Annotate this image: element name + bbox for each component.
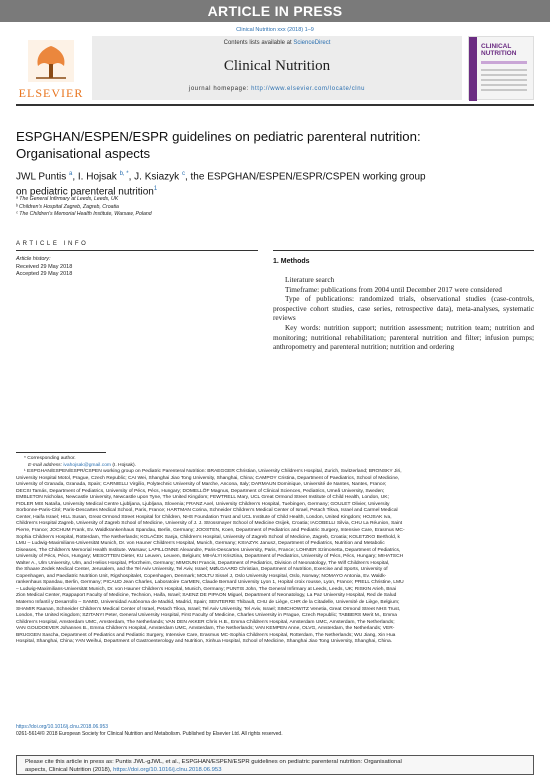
homepage-prefix: journal homepage:	[188, 86, 252, 92]
citation-line-1: Please cite this article in press as: Puntis JWL-gJWL, et al., ESPGHAN/ESPEN/ESPR guidelines on pediatric parenteral nutrition: Organisational	[25, 759, 402, 765]
citation-box	[16, 755, 534, 775]
author-working-group-cont: on pediatric parenteral nutrition	[16, 186, 154, 198]
author-working-group: , the ESPGHAN/ESPEN/ESPR/CSPEN working group	[184, 171, 426, 183]
methods-paragraph-4: Key words: nutrition support; nutrition assessment; nutrition team; nutrition and monitoring; nutritional rehabilitation; parenteral nutrition and filter; infusion pumps; anthropometry and parenteral nutrition; nutrition and ordering	[273, 322, 534, 352]
email-suffix: (I. Hojsak).	[110, 462, 136, 468]
masthead-center	[92, 36, 462, 100]
methods-paragraph-3: Type of publications: randomized trials, observational studies (case-controls, prospective cohort studies, case series, retrospective data), meta-analyses, systematic reviews	[273, 294, 534, 323]
elsevier-logo[interactable]	[16, 36, 86, 100]
working-group-member-line: Children's Hospital Zagreb, University of Zagreb School of Medicine, University of J. J. Strossmayer School of Medicine Osijek, Croatia; IACOBELLI Silvia, CHU La Réunion, Saint	[16, 521, 403, 527]
copyright-line: 0261-5614/© 2018 European Society for Clinical Nutrition and Metabolism. Published by Elsevier Ltd. All rights reserved.	[16, 730, 283, 737]
email-prefix: E-mail address:	[28, 462, 64, 468]
article-title-line-1: ESPGHAN/ESPEN/ESPR guidelines on pediatric parenteral nutrition:	[16, 129, 421, 144]
footnote-rule	[16, 452, 106, 453]
methods-rule	[273, 250, 534, 251]
working-group-member-line: FIDLER MIS Nataša, University Medical Centre Ljubljana, Ljubljana, Slovenia; FRANZ Axel, University Children's Hospital, Tuebingen, Germany; GOULET Olivier, University	[16, 501, 390, 507]
homepage-link[interactable]: http://www.elsevier.com/locate/clnu	[251, 86, 366, 92]
article-info-rule	[16, 250, 258, 251]
article-title	[16, 128, 526, 162]
methods-paragraph-1: Literature search	[285, 275, 335, 284]
working-group-member-line: Sophia Children's Hospital, Rotterdam, The Netherlands; KOLAČEK Sanja, Children's Hospital, University of Zagreb School of Medicine, Zagreb, Croatia; KOLETZKO Berthold, k	[16, 534, 400, 540]
citation-line-2-prefix: aspects, Clinical Nutrition (2018),	[25, 767, 114, 773]
publisher-logo-text: ELSEVIER	[18, 86, 84, 100]
affiliation-ref-a[interactable]: a	[68, 171, 73, 177]
journal-homepage	[92, 86, 462, 92]
cover-title-line-2: NUTRITION	[481, 50, 517, 57]
journal-cover-thumbnail[interactable]	[468, 36, 534, 100]
working-group-member-line: University Hospital Motol, Prague, Czech Republic; CAI Wei, Shanghai Jiao Tong University, Shanghai, China; CAMPOY Cristina, Department of Paediatrics, School of Medicine,	[16, 475, 400, 481]
contents-available	[92, 40, 462, 46]
working-group-member-line: Zion Medical Center, Rappaport Faculty of Medicine, Technion, Haifa, Israel; SAENZ DE PIPAON Miguel, Department of Neonatology, La Paz University Hospital, Red de Salud	[16, 593, 397, 599]
article-in-press-banner: ARTICLE IN PRESS	[0, 0, 550, 22]
working-group-member-line: Children's Hospital, Amsterdam UMC, Amsterdam, The Netherlands; VAN DEN AKKER Chris H.B., Emma Children's Hospital, Amsterdam UMC, Amsterdam, The Netherlands;	[16, 619, 395, 625]
corresponding-author-note: * Corresponding author.	[24, 456, 76, 461]
masthead-rule	[16, 104, 534, 106]
working-group-member-line: Center, Haifa Israel; HILL Susan, Great Ormond Street Hospital for Children, NHS Foundation Trust and UCL Institute of Child Health, London, United Kingdom; HOJSAK Iva,	[16, 514, 392, 520]
article-history	[16, 256, 72, 279]
working-group-member-line: Materno Infantil y Desarrollo – SAMID, Universidad Autónoma de Madrid, Madrid, Spain; SENTERRE Thibault, CHU de Liège, CHR de la Citadelle, Université de Liège, Belgium;	[16, 600, 400, 606]
working-group-member-line: VAN GOUDOEVER Johannes B., Emma Children's Hospital, Amsterdam UMC, Amsterdam, The Netherlands; VAN KEMPEN Anne, OLVG, Amsterdam, the Netherlands; VER-	[16, 626, 395, 632]
sciencedirect-link[interactable]: ScienceDirect	[293, 40, 331, 46]
cover-title	[481, 43, 516, 57]
working-group-member-line: SHAMIR Raanan, Schneider Children's Medical Center of Israel, Petach Tikva, Israel; Tel Aviv University, Tel Aviv, Israel; SIMCHOWITZ Venetia, Great Ormond Street NHS Trust,	[16, 606, 401, 612]
article-history-label: Article history:	[16, 256, 51, 262]
affiliation-ref-c[interactable]: c	[181, 171, 185, 177]
cover-text-lines	[481, 69, 527, 94]
journal-masthead	[16, 36, 534, 100]
author-ksiazyk: , J. Ksiazyk	[128, 171, 182, 183]
working-group-member-line: Walter A., Ulm University, Ulm, and Helios Hospital, Pforzheim, Germany; MIMOUNI Francis, Department of Pediatrics, Division of Neonatology, The Wilf Children's Hospital,	[16, 560, 390, 566]
working-group-member-line: Hospital, Shanghai, China; YAN Weihui, Department of Gastroenterology and Nutrition, Xinhua Hospital, School of Medicine, Shanghai Jiao Tong University, Shanghai, China.	[16, 639, 393, 645]
doi-link[interactable]: https://doi.org/10.1016/j.clnu.2018.06.953	[16, 724, 109, 730]
journal-reference[interactable]: Clinical Nutrition xxx (2018) 1–9	[236, 27, 314, 33]
footnote-ref-1[interactable]: 1	[153, 186, 158, 193]
affiliation-b: ᵇ Children's Hospital Zagreb, Zagreb, Croatia	[16, 203, 119, 210]
working-group-member-line: Pierre, France; JOCHUM Frank, Ev. Waldkrankenhaus Spandau, Berlin, Germany; JOOSTEN, Koen, Department of Pediatrics and Pediatric Surgery, Intensive Care, Erasmus MC-	[16, 528, 405, 534]
working-group-member-line: BRUGGEN Sascha, Department of Pediatrics and Pediatric Surgery, Intensive Care, Erasmus MC-Sophia Children's Hospital, Rotterdam, The Netherlands; WU Jiang, Xin Hua	[16, 632, 396, 638]
affiliation-a: ᵃ The General Infirmary at Leeds, Leeds, UK	[16, 196, 119, 202]
email-link[interactable]: ivahojsak@gmail.com	[63, 462, 111, 468]
working-group-member-line: Copenhagen, and Paediatric Nutrition Unit, Rigshospitalet, Copenhagen, Denmark; MOLTU Sissel J, Oslo University Hospital, Oslo, Norway; NOMAYO Antonia, Ev. Waldk-	[16, 573, 387, 579]
citation-line-2	[25, 766, 525, 774]
author-list	[16, 168, 516, 199]
working-group-member-line: EMBLETON Nicholas, Newcastle University, Newcastle upon Tyne, The United Kingdom; FEWTRELL Mary, UCL Great Ormond Street Institute of Child Health, London, UK;	[16, 495, 389, 501]
article-info-label: ARTICLE INFO	[16, 241, 89, 247]
working-group-member-line: – Ludwig-Maximilians-Universität Munich, Dr. von Hauner Children's Hospital, Munich, Germany; PUNTIS John, The General Infirmary at Leeds, Leeds, UK; RISKIN Arieh, Bnai	[16, 586, 397, 592]
cover-band	[469, 37, 477, 101]
working-group-member-line: rankenhaus Spandau, Berlin, Germany; PICAUD Jean Charles, Laboratoire CarMEN, Claude Bernard University Lyon 1, Hopital croix rousse, Lyon, France; PRELL Christine, LMU	[16, 580, 404, 586]
working-group-member-line: DECSI Tamás, Department of Pediatrics, University of Pécs, Pécs, Hungary; DOMELLÖF Magnus, Department of Clinical Sciences, Pediatrics, Umeå University, Sweden;	[16, 488, 385, 494]
author-hojsak: , I. Hojsak	[72, 171, 120, 183]
working-group-member-line: University of Granada, Granada, Spain; CARNIELLI Virgilio, Polytechnic University of Marche, Ancona, Italy; DARMAUN Dominique, Université de Nantes, Nantes, France;	[16, 482, 387, 488]
article-title-line-2: Organisational aspects	[16, 146, 151, 161]
working-group-member-line: London, The United Kingdom; SZITANYI Peter, General University Hospital, First Faculty of Medicine, Charles University in Prague, Czech Republic; TABBERS Merit M., Emma	[16, 613, 397, 619]
working-group-member-line: Diseases, The Children's Memorial Health Institute. Warsaw; LAPILLONNE Alexandre, Paris-Descartes University, Paris, France; LOHNER Szimonetta, Department of Pediatrics,	[16, 547, 401, 553]
citation-doi-link[interactable]: https://doi.org/10.1016/j.clnu.2018.06.953	[113, 767, 222, 773]
contents-prefix: Contents lists available at	[223, 40, 294, 46]
working-group-member-line: University of Pécs, Pécs, Hungary; MESOTTEN Dieter, KU Leuven, Leuven, Belgium; MIHÁLYI Krisztina, Department of Pediatrics, University of Pécs, Pécs, Hungary; MIHATSCH	[16, 554, 404, 560]
cover-accent-bar	[481, 61, 527, 64]
doi-block	[16, 724, 534, 737]
working-group-members	[16, 469, 534, 646]
affiliations	[16, 196, 516, 219]
cover-title-line-1: CLINICAL	[481, 43, 512, 50]
methods-body	[273, 275, 534, 352]
methods-heading: 1. Methods	[273, 258, 310, 265]
working-group-member-line: Sorbonne-Paris-Cité; Paris-Descartes Medical School, Paris, France; HARTMAN Corina, Schneider Children's Medical Center of Israel, Petach Tikva, Israel and Carmel Medical	[16, 508, 398, 514]
elsevier-tree-icon	[28, 40, 74, 82]
affiliation-c: ᶜ The Children's Memorial Health Institute, Warsaw, Poland	[16, 211, 152, 217]
affiliation-ref-b[interactable]: b, *	[119, 171, 129, 177]
working-group-member-line: the Shaare Zedek Medical Center, Jerusalem, and the Tel Aviv University, Tel Aviv, Israel; MØLGAARD Christian, Department of Nutrition, Exercise and Sports, University of	[16, 567, 388, 573]
accepted-date: Accepted 29 May 2018	[16, 271, 73, 277]
footnotes	[16, 456, 534, 646]
author-puntis: JWL Puntis	[16, 171, 69, 183]
working-group-member-line: ¹ ESPGHAN/ESPEN/ESPR/CSPEN working group on Pediatric Parenteral Nutrition: BRAEGGER Christian, University Children's Hospital, Zurich, Switzerland; BRONSKY Jiri,	[24, 469, 402, 475]
methods-paragraph-2: Timeframe: publications from 2004 until December 2017 were considered	[285, 284, 502, 294]
received-date: Received 29 May 2018	[16, 263, 73, 270]
journal-title: Clinical Nutrition	[223, 58, 331, 74]
working-group-member-line: LMU – Ludwig-Maximilians-Universität Munich, Dr. von Hauner Children's Hospital, Munich, Germany; KSIAZYK Janusz, Department of Pediatrics, Nutrition and Metabolic	[16, 541, 385, 547]
